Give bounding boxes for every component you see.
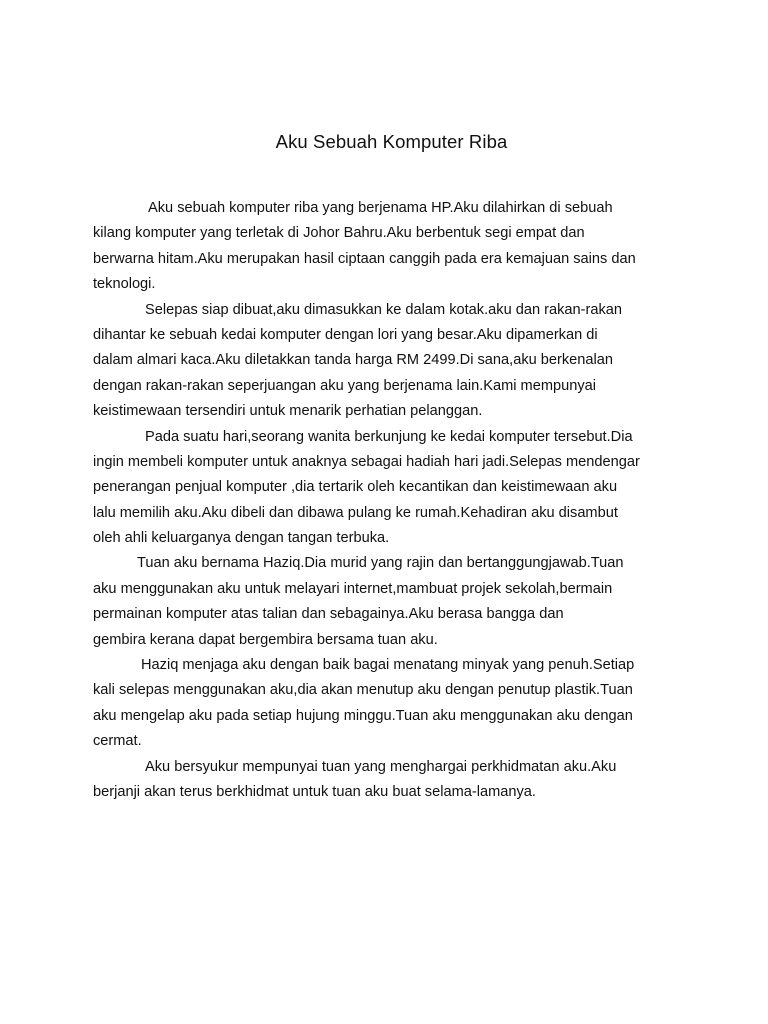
text-line: kali selepas menggunakan aku,dia akan menutup aku dengan penutup plastik.Tuan	[93, 682, 633, 699]
text-line: permainan komputer atas talian dan sebagainya.Aku berasa bangga dan	[93, 606, 564, 623]
text-line: lalu memilih aku.Aku dibeli dan dibawa pulang ke rumah.Kehadiran aku disambut	[93, 504, 618, 521]
text-line: dalam almari kaca.Aku diletakkan tanda harga RM 2499.Di sana,aku berkenalan	[93, 352, 614, 369]
text-line: Aku sebuah komputer riba yang berjenama HP.Aku dilahirkan di sebuah	[148, 200, 613, 216]
text-line: Selepas siap dibuat,aku dimasukkan ke dalam kotak.aku dan rakan-rakan	[145, 301, 623, 318]
text-line: aku mengelap aku pada setiap hujung minggu.Tuan aku menggunakan aku dengan	[93, 707, 633, 724]
text-line: teknologi.	[93, 276, 156, 293]
document-title: Aku Sebuah Komputer Riba	[275, 131, 508, 152]
text-line: kilang komputer yang terletak di Johor Bahru.Aku berbentuk segi empat dan	[93, 225, 585, 242]
text-line: aku menggunakan aku untuk melayari internet,mambuat projek sekolah,bermain	[93, 580, 613, 597]
text-line: Pada suatu hari,seorang wanita berkunjung ke kedai komputer tersebut.Dia	[145, 428, 633, 445]
text-line: gembira kerana dapat bergembira bersama tuan aku.	[93, 631, 438, 648]
text-line: cermat.	[93, 733, 142, 750]
text-line: oleh ahli keluarganya dengan tangan terbuka.	[93, 530, 390, 547]
text-line: Tuan aku bernama Haziq.Dia murid yang rajin dan bertanggungjawab.Tuan	[137, 555, 624, 572]
text-line: Aku bersyukur mempunyai tuan yang menghargai perkhidmatan aku.Aku	[145, 758, 617, 775]
text-line: ingin membeli komputer untuk anaknya sebagai hadiah hari jadi.Selepas mendengar	[93, 453, 640, 470]
text-line: penerangan penjual komputer ,dia tertarik oleh kecantikan dan keistimewaan aku	[93, 479, 618, 496]
text-line: berwarna hitam.Aku merupakan hasil ciptaan canggih pada era kemajuan sains dan	[93, 250, 636, 267]
text-line: Haziq menjaga aku dengan baik bagai menatang minyak yang penuh.Setiap	[141, 657, 635, 674]
text-line: berjanji akan terus berkhidmat untuk tuan aku buat selama-lamanya.	[93, 783, 536, 800]
text-line: dengan rakan-rakan seperjuangan aku yang berjenama lain.Kami mempunyai	[93, 377, 596, 394]
text-line: keistimewaan tersendiri untuk menarik perhatian pelanggan.	[93, 403, 483, 420]
document-body	[93, 196, 693, 805]
text-line: dihantar ke sebuah kedai komputer dengan lori yang besar.Aku dipamerkan di	[93, 326, 598, 343]
